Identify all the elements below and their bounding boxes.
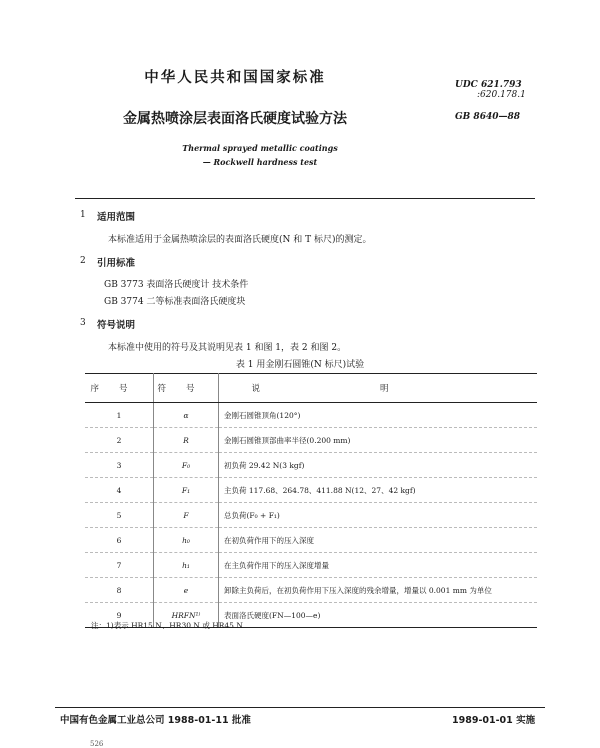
row-serial: 9: [85, 603, 154, 628]
reference-gb3774: GB 3774 二等标准表面洛氏硬度块: [104, 297, 246, 307]
section-1-text: 本标准适用于金属热喷涂层的表面洛氏硬度(N 和 T 标尺)的测定。: [108, 235, 372, 245]
table-row: [85, 428, 537, 453]
symbol-table: [85, 373, 537, 628]
implementation-date: 1989-01-01 实施: [452, 715, 536, 726]
row-description: 总负荷(F₀ + F₁): [219, 503, 538, 528]
header-divider: [75, 198, 535, 199]
udc-code: UDC 621.793: [455, 80, 522, 90]
row-serial: 1: [85, 403, 154, 428]
table-row: [85, 478, 537, 503]
row-serial: 4: [85, 478, 154, 503]
english-title-line1: Thermal sprayed metallic coatings: [182, 143, 338, 153]
row-description: 在主负荷作用下的压入深度增量: [219, 553, 538, 578]
row-symbol: R: [154, 428, 219, 453]
row-serial: 8: [85, 578, 154, 603]
section-3-text: 本标准中使用的符号及其说明见表 1 和图 1，表 2 和图 2。: [108, 343, 347, 353]
table-row: [85, 528, 537, 553]
row-serial: 5: [85, 503, 154, 528]
row-symbol: α: [154, 403, 219, 428]
footer-divider: [55, 707, 545, 708]
row-symbol: HRFN¹⁾: [154, 603, 219, 628]
section-3-title: 符号说明: [97, 320, 136, 331]
reference-gb3773: GB 3773 表面洛氏硬度计 技术条件: [104, 280, 249, 290]
section-1-title: 适用范围: [97, 212, 136, 223]
row-description: 表面洛氏硬度(FN—100—e): [219, 603, 538, 628]
udc-code-line2: :620.178.1: [477, 90, 526, 100]
header-symbol: 符号: [154, 374, 219, 403]
table-row: [85, 578, 537, 603]
row-symbol: F₁: [154, 478, 219, 503]
table-row: [85, 453, 537, 478]
row-description: 卸除主负荷后，在初负荷作用下压入深度的残余增量，增量以 0.001 mm 为单位: [219, 578, 538, 603]
english-title-line2: — Rockwell hardness test: [202, 157, 318, 167]
row-description: 初负荷 29.42 N(3 kgf): [219, 453, 538, 478]
section-2-title: 引用标准: [97, 258, 136, 269]
row-serial: 3: [85, 453, 154, 478]
row-symbol: F₀: [154, 453, 219, 478]
row-description: 金刚石圆锥顶部曲率半径(0.200 mm): [219, 428, 538, 453]
page-number: 526: [90, 740, 104, 748]
header-serial: 序号: [85, 374, 154, 403]
row-symbol: F: [154, 503, 219, 528]
row-description: 金刚石圆锥顶角(120°): [219, 403, 538, 428]
table-row: [85, 503, 537, 528]
header-description: 说明: [219, 374, 538, 403]
table-row: [85, 553, 537, 578]
document-title: 金属热喷涂层表面洛氏硬度试验方法: [123, 111, 347, 127]
row-serial: 2: [85, 428, 154, 453]
row-symbol: e: [154, 578, 219, 603]
row-description: 在初负荷作用下的压入深度: [219, 528, 538, 553]
row-symbol: h₁: [154, 553, 219, 578]
table-row: [85, 403, 537, 428]
table-caption: 表 1 用金刚石圆锥(N 标尺)试验: [235, 360, 365, 370]
standard-number: GB 8640—88: [455, 112, 520, 122]
row-serial: 6: [85, 528, 154, 553]
row-description: 主负荷 117.68、264.78、411.88 N(12、27、42 kgf): [219, 478, 538, 503]
row-serial: 7: [85, 553, 154, 578]
approval-statement: 中国有色金属工业总公司 1988-01-11 批准: [60, 715, 251, 726]
national-standard-title: 中华人民共和国国家标准: [144, 70, 326, 86]
section-2-number: 2: [80, 256, 86, 266]
section-1-number: 1: [80, 210, 86, 220]
row-symbol: h₀: [154, 528, 219, 553]
table-footnote: 注：1)表示 HR15 N、HR30 N 或 HR45 N: [91, 621, 243, 630]
section-3-number: 3: [80, 318, 86, 328]
